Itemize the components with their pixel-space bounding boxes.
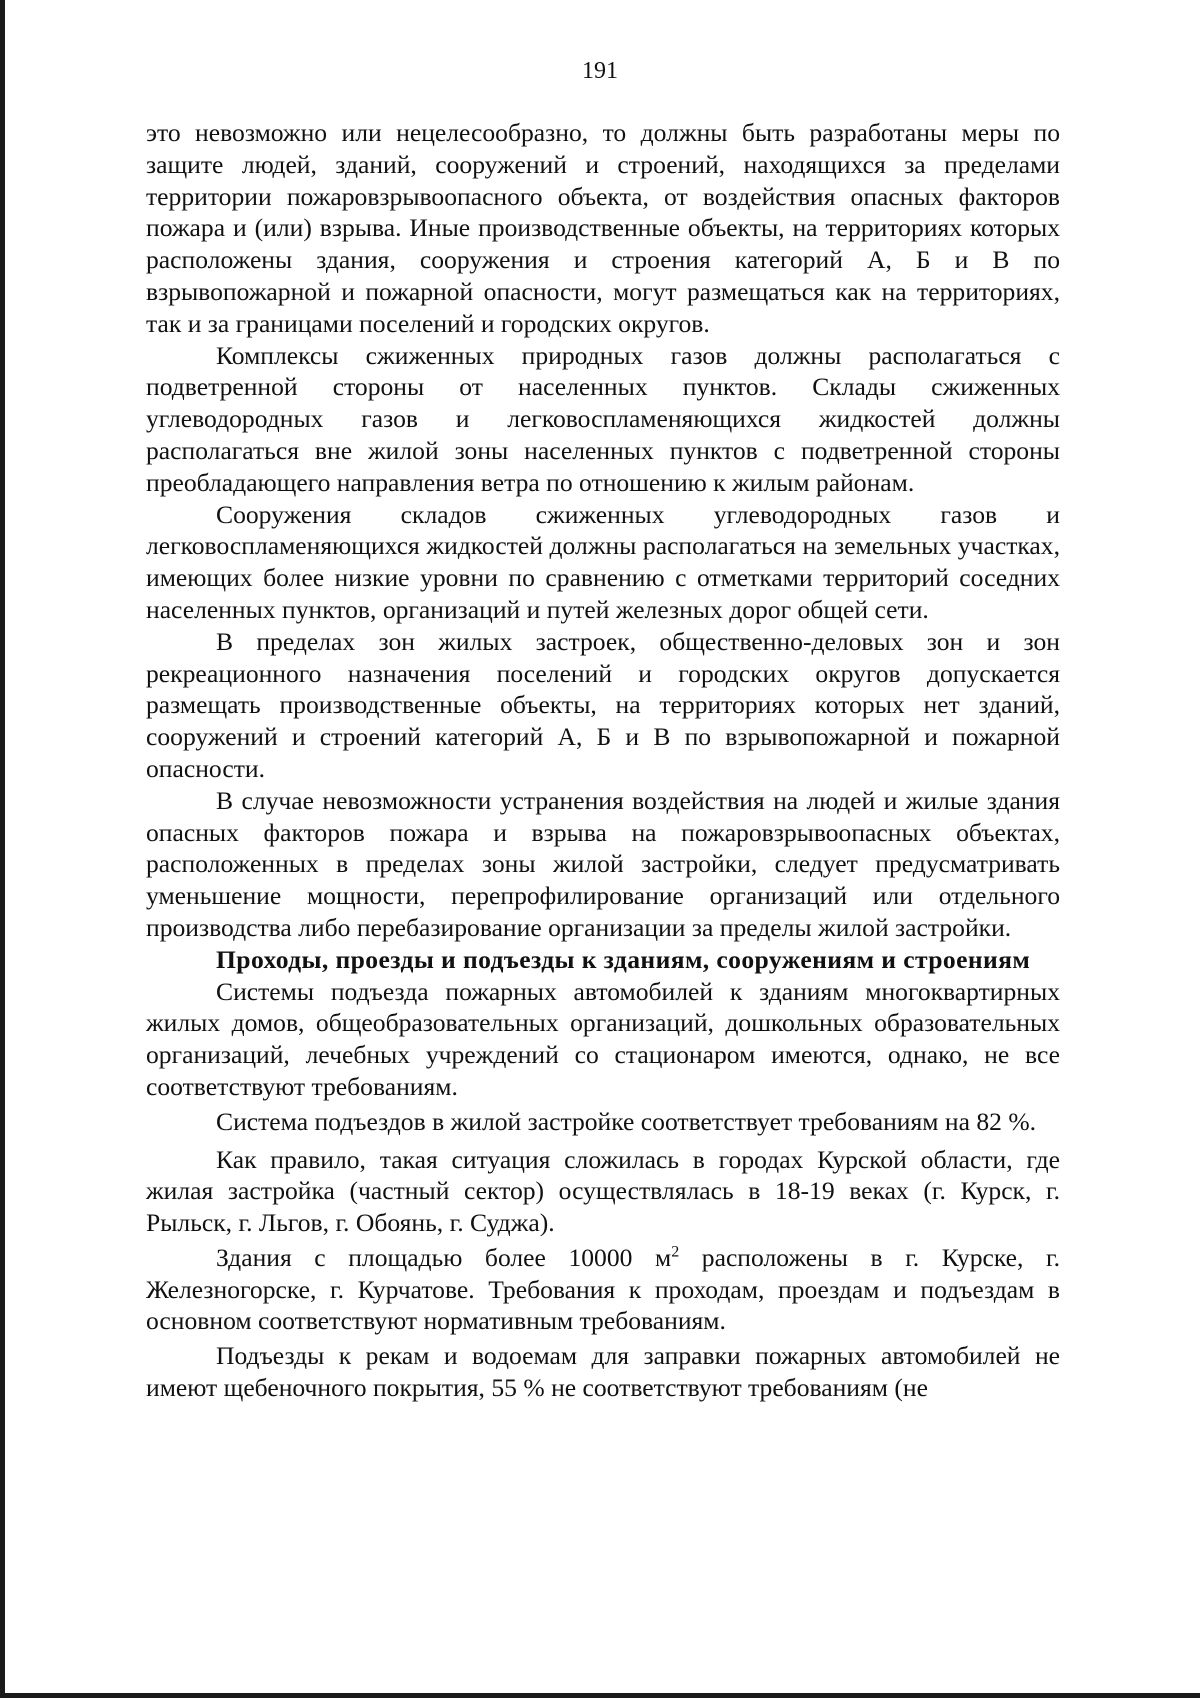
document-body (146, 117, 1060, 1404)
scan-edge-left (0, 0, 5, 1698)
paragraph-8: Как правило, такая ситуация сложилась в городах Курской области, где жилая застройка (частный сектор) осуществлялась в 18-19 веках (г. Курск, г. Рыльск, г. Льгов, г. Обоянь, г. Суджа). (146, 1144, 1060, 1238)
paragraph-3: Сооружения складов сжиженных углеводородных газов и легковоспламеняющихся жидкостей должны располагаться на земельных участках, имеющих более низкие уровни по сравнению с отметками территорий соседних населенных пунктов, организаций и путей железных дорог общей сети. (146, 499, 1060, 624)
paragraph-9 (146, 1242, 1060, 1337)
paragraph-4: В пределах зон жилых застроек, общественно-деловых зон и зон рекреационного назначения поселений и городских округов допускается размещать производственные объекты, на территориях которых нет зданий, сооружений и строений категорий А, Б и В по взрывопожарной и пожарной опасности. (146, 626, 1060, 783)
scan-edge-bottom (0, 1693, 1200, 1698)
section-heading: Проходы, проезды и подъезды к зданиям, сооружениям и строениям (216, 944, 1031, 974)
paragraph-5: В случае невозможности устранения воздействия на людей и жилые здания опасных факторов пожара и взрыва на пожаровзрывоопасных объектах, расположенных в пределах зоны жилой застройки, следует предусматривать уменьшение мощности, перепрофилирование организаций или отдельного производства либо перебазирование организации за пределы жилой застройки. (146, 785, 1060, 942)
paragraph-10: Подъезды к рекам и водоемам для заправки пожарных автомобилей не имеют щебеночного покрытия, 55 % не соответствуют требованиям (не (146, 1341, 1060, 1403)
paragraph-6: Системы подъезда пожарных автомобилей к зданиям многоквартирных жилых домов, общеобразовательных организаций, дошкольных образовательных организаций, лечебных учреждений со стационаром имеются, однако, не все соответствуют требованиям. (146, 976, 1060, 1101)
paragraph-9-end: расположены в г. Курске, г. Железногорске, г. Курчатове. Требования к проходам, проездам и подъездам в основном соответствуют нормативным требованиям. (146, 1242, 1060, 1336)
superscript-2: 2 (671, 1243, 680, 1261)
paragraph-9-start: Здания с площадью более 10000 м (216, 1242, 672, 1272)
paragraph-2: Комплексы сжиженных природных газов должны располагаться с подветренной стороны от населенных пунктов. Склады сжиженных углеводородных газов и легковоспламеняющихся жидкостей должны располагаться вне жилой зоны населенных пунктов с подветренной стороны преобладающего направления ветра по отношению к жилым районам. (146, 340, 1060, 497)
paragraph-1: это невозможно или нецелесообразно, то должны быть разработаны меры по защите людей, зданий, сооружений и строений, находящихся за пределами территории пожаровзрывоопасного объекта, от воздействия опасных факторов пожара и (или) взрыва. Иные производственные объекты, на территориях которых расположены здания, сооружения и строения категорий А, Б и В по взрывопожарной и пожарной опасности, могут размещаться как на территориях, так и за границами поселений и городских округов. (146, 118, 1060, 338)
page-number: 191 (582, 58, 618, 84)
paragraph-7: Система подъездов в жилой застройке соответствует требованиям на 82 %. (216, 1106, 1037, 1136)
